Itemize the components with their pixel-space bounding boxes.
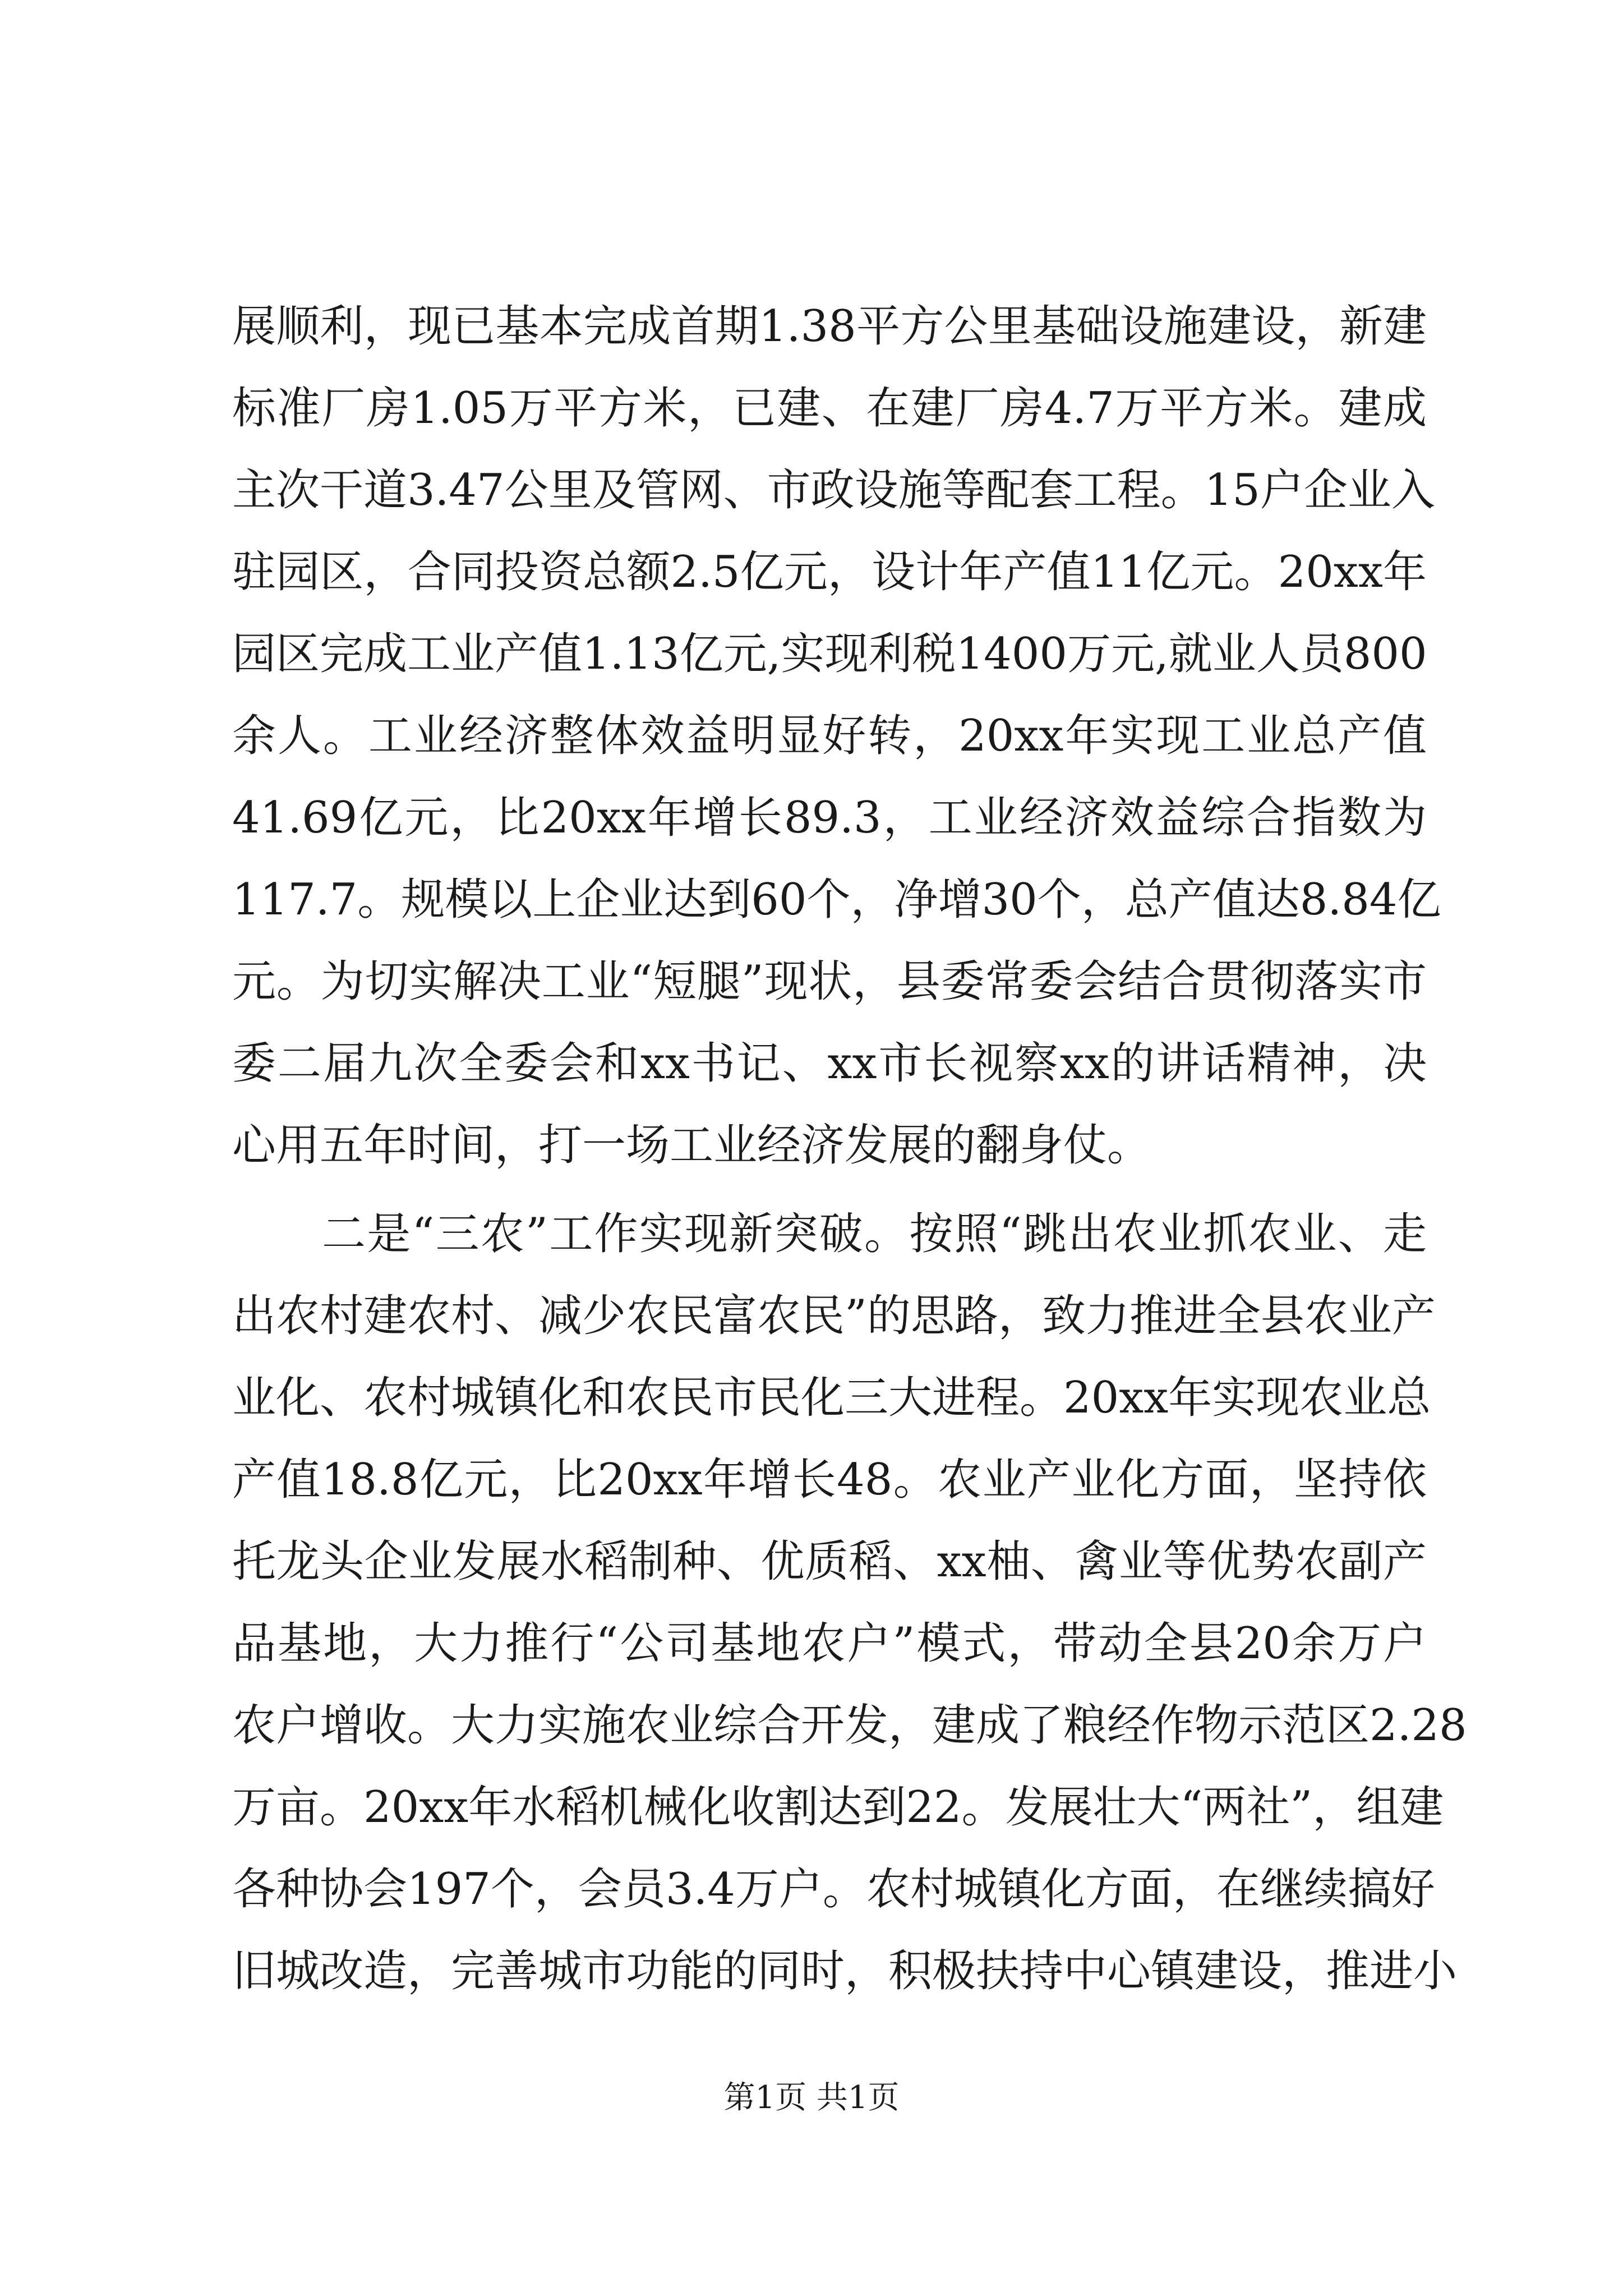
page-number-footer: 第1页 共1页 — [723, 2079, 900, 2116]
text-line: 园区完成工业产值1.13亿元,实现利税1400万元,就业人员800 — [232, 629, 1427, 679]
text-line: 旧城改造，完善城市功能的同时，积极扶持中心镇建设，推进小 — [232, 1946, 1458, 1996]
text-line: 万亩。20xx年水稻机械化收割达到22。发展壮大“两社”，组建 — [232, 1782, 1444, 1833]
text-line: 品基地，大力推行“公司基地农户”模式，带动全县20余万户 — [232, 1618, 1427, 1669]
text-line: 41.69亿元，比20xx年增长89.3，工业经济效益综合指数为 — [232, 793, 1427, 843]
text-line: 主次干道3.47公里及管网、市政设施等配套工程。15户企业入 — [232, 465, 1435, 516]
text-line: 驻园区，合同投资总额2.5亿元，设计年产值11亿元。20xx年 — [232, 547, 1427, 597]
text-line: 元。为切实解决工业“短腿”现状，县委常委会结合贯彻落实市 — [232, 956, 1427, 1007]
text-line: 余人。工业经济整体效益明显好转，20xx年实现工业总产值 — [232, 711, 1427, 761]
text-line: 展顺利，现已基本完成首期1.38平方公里基础设施建设，新建 — [232, 301, 1427, 352]
text-line: 委二届九次全委会和xx书记、xx市长视察xx的讲话精神，决 — [232, 1038, 1427, 1089]
text-line: 心用五年时间，打一场工业经济发展的翻身仗。 — [232, 1120, 1151, 1171]
text-line: 标准厂房1.05万平方米，已建、在建厂房4.7万平方米。建成 — [232, 383, 1427, 434]
text-line: 各种协会197个，会员3.4万户。农村城镇化方面，在继续搞好 — [232, 1864, 1435, 1915]
text-line: 托龙头企业发展水稻制种、优质稻、xx柚、禽业等优势农副产 — [232, 1536, 1427, 1587]
text-line: 业化、农村城镇化和农民市民化三大进程。20xx年实现农业总 — [232, 1373, 1431, 1423]
text-line: 出农村建农村、减少农民富农民”的思路，致力推进全县农业产 — [232, 1291, 1436, 1341]
text-line: 117.7。规模以上企业达到60个，净增30个，总产值达8.84亿 — [232, 875, 1441, 925]
text-line: 农户增收。大力实施农业综合开发，建成了粮经作物示范区2.28 — [232, 1700, 1467, 1751]
paragraph-first-line: 二是“三农”工作实现新突破。按照“跳出农业抓农业、走 — [322, 1209, 1427, 1259]
text-line: 产值18.8亿元，比20xx年增长48。农业产业化方面，坚持依 — [232, 1455, 1427, 1505]
